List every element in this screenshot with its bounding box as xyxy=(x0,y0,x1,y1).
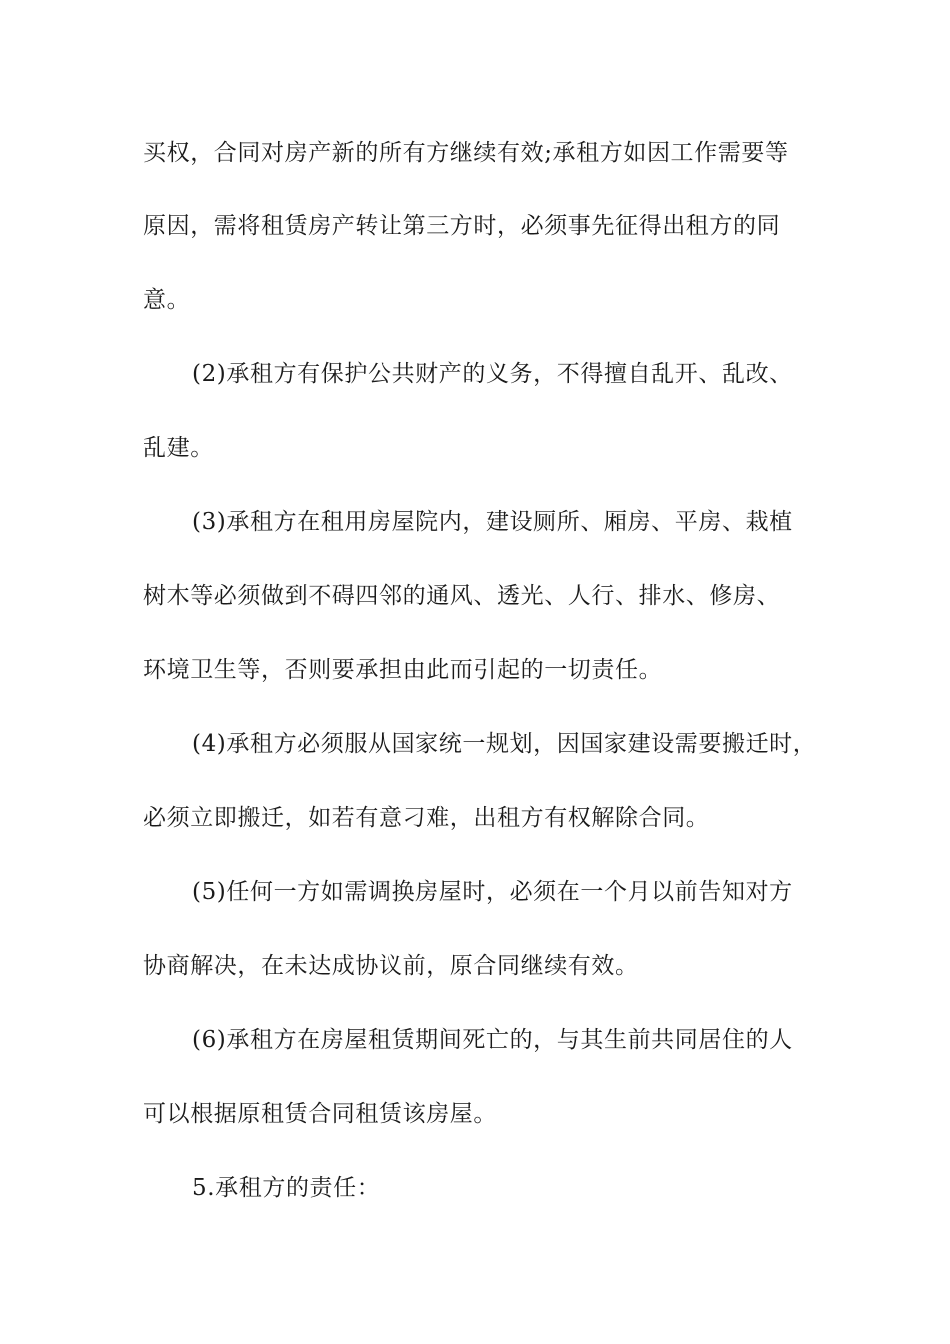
paragraph-4-start: (4)承租方必须服从国家统一规划，因国家建设需要搬迁时， xyxy=(192,731,817,757)
section-heading: 5.承租方的责任： xyxy=(192,1175,381,1201)
text-line: 意。 xyxy=(143,287,191,313)
paragraph-3-start: (3)承租方在租用房屋院内，建设厕所、厢房、平房、栽植 xyxy=(192,509,793,535)
paragraph-5-start: (5)任何一方如需调换房屋时，必须在一个月以前告知对方 xyxy=(192,879,793,905)
paragraph-6-start: (6)承租方在房屋租赁期间死亡的，与其生前共同居住的人 xyxy=(192,1027,793,1053)
text-line: 可以根据原租赁合同租赁该房屋。 xyxy=(143,1101,497,1127)
text-line: 原因，需将租赁房产转让第三方时，必须事先征得出租方的同 xyxy=(143,213,781,239)
text-line: 必须立即搬迁，如若有意刁难，出租方有权解除合同。 xyxy=(143,805,710,831)
text-line: 环境卫生等，否则要承担由此而引起的一切责任。 xyxy=(143,657,663,683)
paragraph-2-start: (2)承租方有保护公共财产的义务，不得擅自乱开、乱改、 xyxy=(192,361,793,387)
text-line: 乱建。 xyxy=(143,435,214,461)
text-line: 树木等必须做到不碍四邻的通风、透光、人行、排水、修房、 xyxy=(143,583,781,609)
text-line: 买权，合同对房产新的所有方继续有效;承租方如因工作需要等 xyxy=(143,140,789,166)
text-line: 协商解决，在未达成协议前，原合同继续有效。 xyxy=(143,953,639,979)
